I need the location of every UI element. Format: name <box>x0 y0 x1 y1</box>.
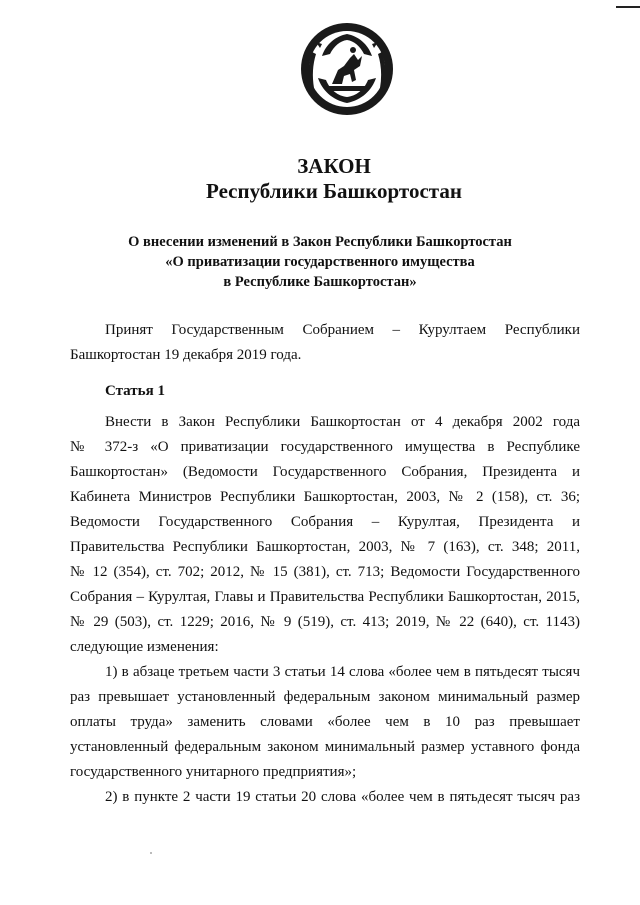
document-subtitle <box>0 232 640 292</box>
scan-speck <box>150 852 152 854</box>
paragraph-line: государственного унитарного предприятия»; <box>70 764 357 780</box>
paragraph-line: оплаты труда» заменить словами «более чем в 10 раз превышает <box>70 714 580 730</box>
paragraph-line: Правительства Республики Башкортостан, 2003, № 7 (163), ст. 348; 2011, <box>70 539 580 555</box>
paragraph-line: установленный федеральным законом минимальный размер уставного фонда <box>70 739 580 755</box>
paragraph-line: Внести в Закон Республики Башкортостан от 4 декабря 2002 года <box>105 414 580 430</box>
subtitle-line: О внесении изменений в Закон Республики Башкортостан <box>128 234 512 250</box>
paragraph-line: № 372-з «О приватизации государственного имущества в Республике <box>70 439 580 455</box>
paragraph-line: раз превышает установленный федеральным законом минимальный размер <box>70 689 580 705</box>
paragraph-line: 1) в абзаце третьем части 3 статьи 14 слова «более чем в пятьдесят тысяч <box>105 664 580 680</box>
scan-edge-mark <box>616 6 640 8</box>
document-title: ЗАКОН <box>297 154 371 178</box>
paragraph-line: Кабинета Министров Республики Башкортостан, 2003, № 2 (158), ст. 36; <box>70 489 580 505</box>
paragraph-line: 2) в пункте 2 части 19 статьи 20 слова «более чем в пятьдесят тысяч раз <box>105 789 580 805</box>
paragraph-line: № 12 (354), ст. 702; 2012, № 15 (381), ст. 713; Ведомости Государственного <box>70 564 580 580</box>
subtitle-line: в Республике Башкортостан» <box>223 274 417 290</box>
paragraph-line: Башкортостан» (Ведомости Государственного Собрания, Президента и <box>70 464 580 480</box>
subtitle-line: «О приватизации государственного имущества <box>165 254 475 270</box>
paragraph-line: Башкортостан 19 декабря 2019 года. <box>70 347 302 363</box>
adoption-paragraph <box>70 318 580 368</box>
paragraph-line: следующие изменения: <box>70 639 219 655</box>
article-body <box>70 410 580 810</box>
paragraph-line: Ведомости Государственного Собрания – Курултая, Президента и <box>70 514 580 530</box>
paragraph-line: Собрания – Курултая, Главы и Правительства Республики Башкортостан, 2015, <box>70 589 580 605</box>
paragraph-line: Принят Государственным Собранием – Курултаем Республики <box>105 322 580 338</box>
article-heading: Статья 1 <box>105 383 165 399</box>
paragraph-line: № 29 (503), ст. 1229; 2016, № 9 (519), ст. 413; 2019, № 22 (640), ст. 1143) <box>70 614 580 630</box>
bashkortostan-coat-of-arms-icon <box>298 20 396 118</box>
document-title-region: Республики Башкортостан <box>206 179 462 203</box>
